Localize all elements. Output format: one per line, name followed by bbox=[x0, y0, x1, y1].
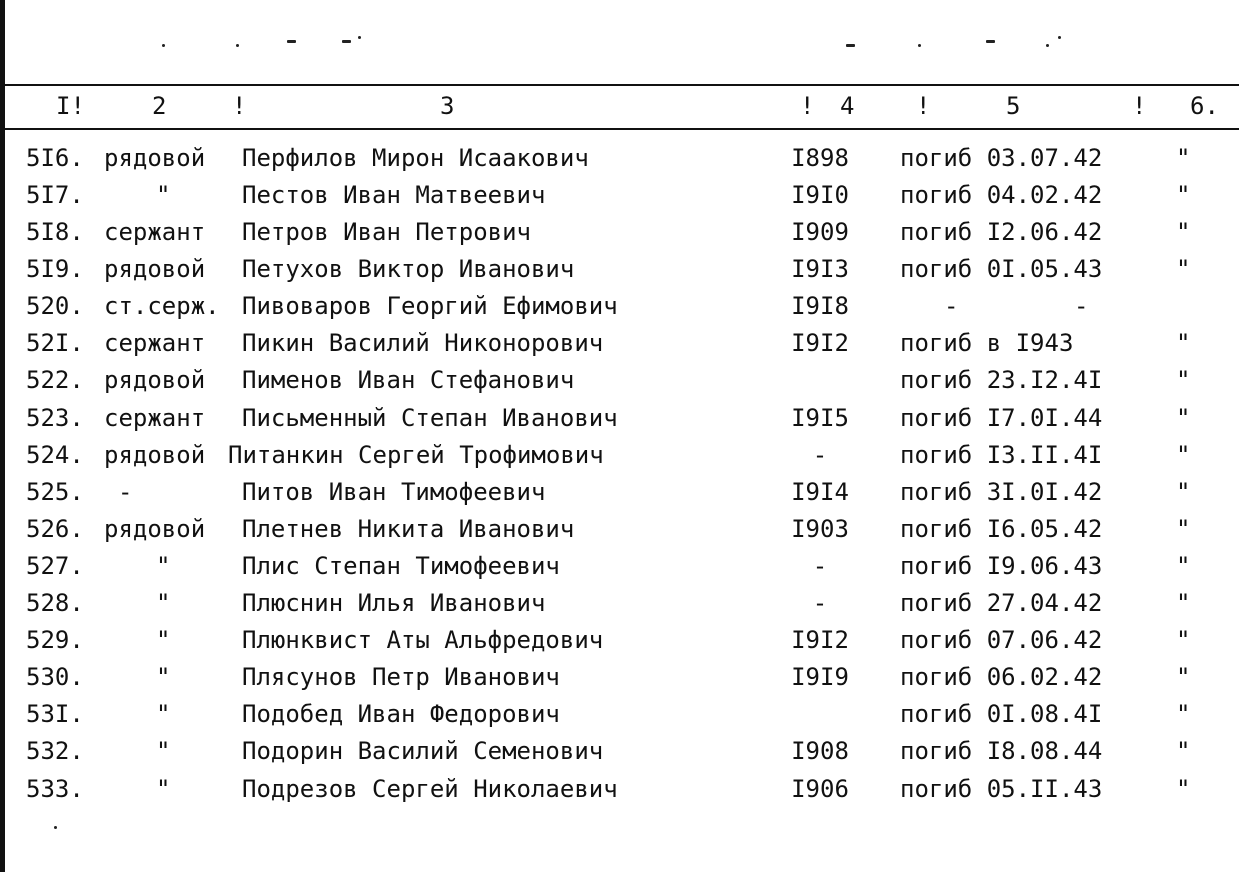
name-cell: Пикин Василий Никонорович bbox=[242, 329, 604, 357]
birth-year-cell: I903 bbox=[791, 515, 849, 543]
rank-cell: сержант bbox=[104, 329, 206, 357]
ditto-mark-cell: " bbox=[1176, 700, 1191, 728]
birth-year-cell: I898 bbox=[791, 144, 849, 172]
birth-year-cell: I9I8 bbox=[791, 292, 849, 320]
table-row bbox=[0, 622, 1239, 658]
scan-speck bbox=[1058, 36, 1061, 39]
fate-cell: погиб I9.06.43 bbox=[900, 552, 1103, 580]
row-number: 523. bbox=[26, 404, 84, 432]
row-number: 5I6. bbox=[26, 144, 84, 172]
ditto-mark-cell: " bbox=[1176, 589, 1191, 617]
ditto-mark-cell: " bbox=[1176, 552, 1191, 580]
fate-cell: погиб I2.06.42 bbox=[900, 218, 1103, 246]
row-number: 5I9. bbox=[26, 255, 84, 283]
scan-speck bbox=[236, 44, 239, 47]
table-row bbox=[0, 325, 1239, 361]
fate-cell: погиб 04.02.42 bbox=[900, 181, 1103, 209]
row-number: 527. bbox=[26, 552, 84, 580]
column-separator: ! bbox=[1132, 92, 1147, 120]
birth-year-cell: - bbox=[812, 441, 828, 469]
rank-cell: " bbox=[156, 589, 171, 617]
table-row bbox=[0, 474, 1239, 510]
ditto-mark-cell: " bbox=[1176, 441, 1191, 469]
name-cell: Плюнквист Аты Альфредович bbox=[242, 626, 604, 654]
table-row bbox=[0, 251, 1239, 287]
row-number: 525. bbox=[26, 478, 84, 506]
name-cell: Плюснин Илья Иванович bbox=[242, 589, 546, 617]
birth-year-cell: I9I3 bbox=[791, 255, 849, 283]
rank-cell: сержант bbox=[104, 218, 206, 246]
fate-cell: погиб I3.II.4I bbox=[900, 441, 1103, 469]
row-number: 529. bbox=[26, 626, 84, 654]
ditto-mark-cell: " bbox=[1176, 218, 1191, 246]
ditto-mark-cell: " bbox=[1176, 515, 1191, 543]
table-row bbox=[0, 177, 1239, 213]
name-cell: Плетнев Никита Иванович bbox=[242, 515, 575, 543]
ditto-mark-cell: " bbox=[1176, 255, 1191, 283]
table-row bbox=[0, 437, 1239, 473]
name-cell: Подобед Иван Федорович bbox=[242, 700, 560, 728]
ditto-mark-cell: " bbox=[1176, 626, 1191, 654]
name-cell: Пименов Иван Стефанович bbox=[242, 366, 575, 394]
header-top-rule bbox=[0, 84, 1239, 86]
birth-year-cell: I9I2 bbox=[791, 626, 849, 654]
scan-speck bbox=[342, 40, 351, 43]
scan-speck bbox=[54, 826, 57, 829]
fate-cell: погиб I8.08.44 bbox=[900, 737, 1103, 765]
name-cell: Плясунов Петр Иванович bbox=[242, 663, 560, 691]
birth-year-cell: I9I0 bbox=[791, 181, 849, 209]
row-number: 5I8. bbox=[26, 218, 84, 246]
ditto-mark-cell: " bbox=[1176, 663, 1191, 691]
ditto-mark-cell: " bbox=[1176, 404, 1191, 432]
row-number: 533. bbox=[26, 775, 84, 803]
table-row bbox=[0, 400, 1239, 436]
rank-cell: ст.серж. bbox=[104, 292, 220, 320]
row-number: 526. bbox=[26, 515, 84, 543]
fate-cell: погиб I7.0I.44 bbox=[900, 404, 1103, 432]
row-number: 520. bbox=[26, 292, 84, 320]
rank-cell: рядовой bbox=[104, 255, 206, 283]
rank-cell: " bbox=[156, 737, 171, 765]
name-cell: Плис Степан Тимофеевич bbox=[242, 552, 560, 580]
rank-cell: рядовой bbox=[104, 144, 206, 172]
table-row bbox=[0, 511, 1239, 547]
rank-cell: рядовой bbox=[104, 441, 206, 469]
birth-year-cell: - bbox=[812, 552, 828, 580]
birth-year-cell: I906 bbox=[791, 775, 849, 803]
rank-cell: " bbox=[156, 663, 171, 691]
fate-cell: погиб 23.I2.4I bbox=[900, 366, 1103, 394]
ditto-mark-cell: " bbox=[1176, 775, 1191, 803]
table-row bbox=[0, 548, 1239, 584]
birth-year-cell: I908 bbox=[791, 737, 849, 765]
table-row bbox=[0, 214, 1239, 250]
name-cell: Петров Иван Петрович bbox=[242, 218, 531, 246]
rank-cell: рядовой bbox=[104, 515, 206, 543]
rank-cell: сержант bbox=[104, 404, 206, 432]
rank-cell: " bbox=[156, 181, 171, 209]
rank-cell: рядовой bbox=[104, 366, 206, 394]
ditto-mark-cell: " bbox=[1176, 366, 1191, 394]
fate-cell: погиб 0I.05.43 bbox=[900, 255, 1103, 283]
row-number: 530. bbox=[26, 663, 84, 691]
rank-cell: " bbox=[156, 775, 171, 803]
scan-speck bbox=[986, 40, 995, 43]
fate-cell: погиб 0I.08.4I bbox=[900, 700, 1103, 728]
table-row bbox=[0, 585, 1239, 621]
scan-speck bbox=[162, 44, 165, 47]
row-number: 524. bbox=[26, 441, 84, 469]
birth-year-cell: I9I2 bbox=[791, 329, 849, 357]
scan-speck bbox=[358, 36, 361, 39]
name-cell: Пестов Иван Матвеевич bbox=[242, 181, 546, 209]
ditto-mark-cell: " bbox=[1176, 144, 1191, 172]
fate-cell: погиб 06.02.42 bbox=[900, 663, 1103, 691]
name-cell: Питов Иван Тимофеевич bbox=[242, 478, 546, 506]
birth-year-cell bbox=[760, 696, 880, 732]
fate-cell: погиб 03.07.42 bbox=[900, 144, 1103, 172]
column-5-header: 5 bbox=[1006, 92, 1021, 120]
scan-speck bbox=[846, 44, 855, 47]
rank-cell: - bbox=[118, 478, 133, 506]
header-bottom-rule bbox=[0, 128, 1239, 130]
birth-year-cell bbox=[760, 362, 880, 398]
birth-year-cell: I9I9 bbox=[791, 663, 849, 691]
name-cell: Подрезов Сергей Николаевич bbox=[242, 775, 618, 803]
ditto-mark-cell: " bbox=[1176, 737, 1191, 765]
birth-year-cell: I9I5 bbox=[791, 404, 849, 432]
scan-speck bbox=[1046, 44, 1049, 47]
row-number: 52I. bbox=[26, 329, 84, 357]
name-cell: Перфилов Мирон Исаакович bbox=[242, 144, 589, 172]
ditto-mark-cell: " bbox=[1176, 478, 1191, 506]
birth-year-cell: - bbox=[812, 589, 828, 617]
ditto-mark-cell: " bbox=[1176, 181, 1191, 209]
column-separator: ! bbox=[232, 92, 247, 120]
column-1-header: I! bbox=[56, 92, 85, 120]
scan-speck bbox=[287, 40, 296, 43]
name-cell: Подорин Василий Семенович bbox=[242, 737, 604, 765]
birth-year-cell: I909 bbox=[791, 218, 849, 246]
ditto-mark-cell: " bbox=[1176, 329, 1191, 357]
scan-speck bbox=[918, 44, 921, 47]
row-number: 532. bbox=[26, 737, 84, 765]
table-row bbox=[0, 733, 1239, 769]
table-row bbox=[0, 696, 1239, 732]
table-row bbox=[0, 362, 1239, 398]
fate-cell: погиб 07.06.42 bbox=[900, 626, 1103, 654]
column-3-header: 3 bbox=[440, 92, 455, 120]
name-cell: Письменный Степан Иванович bbox=[242, 404, 618, 432]
row-number: 522. bbox=[26, 366, 84, 394]
column-2-header: 2 bbox=[152, 92, 167, 120]
fate-cell: - - bbox=[944, 292, 1089, 320]
table-row bbox=[0, 659, 1239, 695]
row-number: 53I. bbox=[26, 700, 84, 728]
row-number: 528. bbox=[26, 589, 84, 617]
column-4-header: 4 bbox=[840, 92, 855, 120]
table-row bbox=[0, 771, 1239, 807]
name-cell: Пивоваров Георгий Ефимович bbox=[242, 292, 618, 320]
birth-year-cell: I9I4 bbox=[791, 478, 849, 506]
column-separator: ! bbox=[916, 92, 931, 120]
fate-cell: погиб I6.05.42 bbox=[900, 515, 1103, 543]
rank-cell: " bbox=[156, 552, 171, 580]
column-separator: ! bbox=[800, 92, 815, 120]
column-6-header: 6. bbox=[1190, 92, 1219, 120]
row-number: 5I7. bbox=[26, 181, 84, 209]
fate-cell: погиб в I943 bbox=[900, 329, 1074, 357]
fate-cell: погиб 27.04.42 bbox=[900, 589, 1103, 617]
name-cell: Петухов Виктор Иванович bbox=[242, 255, 575, 283]
rank-cell: " bbox=[156, 626, 171, 654]
fate-cell: погиб 3I.0I.42 bbox=[900, 478, 1103, 506]
table-row bbox=[0, 140, 1239, 176]
fate-cell: погиб 05.II.43 bbox=[900, 775, 1103, 803]
table-row bbox=[0, 288, 1239, 324]
name-cell: Питанкин Сергей Трофимович bbox=[228, 441, 604, 469]
rank-cell: " bbox=[156, 700, 171, 728]
